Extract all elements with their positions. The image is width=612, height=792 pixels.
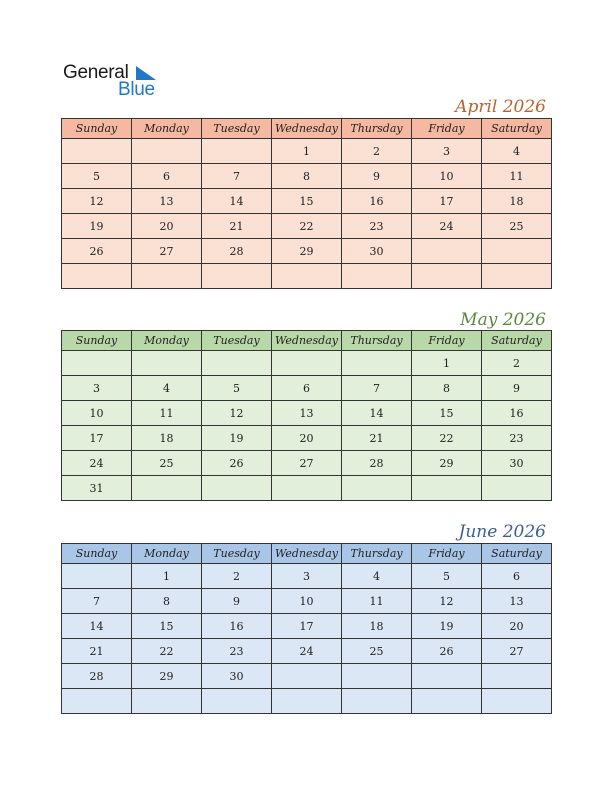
weekday-header: Monday (132, 331, 202, 351)
day-cell: 26 (202, 451, 272, 476)
day-cell: 1 (132, 564, 202, 589)
day-cell: 10 (272, 589, 342, 614)
day-cell (342, 664, 412, 689)
day-cell: 16 (342, 189, 412, 214)
weekday-header: Saturday (482, 331, 552, 351)
day-cell: 16 (202, 614, 272, 639)
week-row (62, 664, 552, 689)
day-cell: 2 (482, 351, 552, 376)
day-cell: 12 (412, 589, 482, 614)
day-cell: 18 (342, 614, 412, 639)
day-cell (482, 476, 552, 501)
day-cell: 29 (412, 451, 482, 476)
day-cell: 25 (482, 214, 552, 239)
day-cell: 4 (482, 139, 552, 164)
day-cell: 10 (412, 164, 482, 189)
day-cell: 31 (62, 476, 132, 501)
day-cell: 27 (482, 639, 552, 664)
day-cell (202, 351, 272, 376)
day-cell: 5 (412, 564, 482, 589)
day-cell (342, 476, 412, 501)
day-cell: 26 (412, 639, 482, 664)
weekday-header-row (62, 119, 552, 139)
day-cell: 7 (342, 376, 412, 401)
day-cell: 7 (202, 164, 272, 189)
day-cell (202, 139, 272, 164)
day-cell: 8 (132, 589, 202, 614)
weekday-header: Sunday (62, 331, 132, 351)
day-cell (412, 239, 482, 264)
day-cell: 14 (342, 401, 412, 426)
day-cell (62, 264, 132, 289)
day-cell: 9 (482, 376, 552, 401)
day-cell: 11 (342, 589, 412, 614)
day-cell (62, 351, 132, 376)
day-cell: 30 (482, 451, 552, 476)
weekday-header: Friday (412, 544, 482, 564)
day-cell: 3 (412, 139, 482, 164)
weekday-header: Sunday (62, 119, 132, 139)
day-cell: 8 (272, 164, 342, 189)
weekday-header: Sunday (62, 544, 132, 564)
weekday-header: Saturday (482, 544, 552, 564)
week-row (62, 214, 552, 239)
weekday-header-row (62, 331, 552, 351)
day-cell: 23 (342, 214, 412, 239)
week-row (62, 476, 552, 501)
day-cell: 22 (412, 426, 482, 451)
day-cell: 19 (412, 614, 482, 639)
day-cell (132, 476, 202, 501)
week-row (62, 451, 552, 476)
day-cell: 17 (62, 426, 132, 451)
day-cell: 15 (272, 189, 342, 214)
weekday-header: Wednesday (272, 119, 342, 139)
day-cell: 21 (62, 639, 132, 664)
day-cell: 5 (202, 376, 272, 401)
weekday-header: Monday (132, 119, 202, 139)
day-cell (342, 264, 412, 289)
calendar-june (61, 543, 552, 714)
weekday-header: Thursday (342, 119, 412, 139)
week-row (62, 564, 552, 589)
week-row (62, 376, 552, 401)
weekday-header: Tuesday (202, 331, 272, 351)
day-cell: 11 (132, 401, 202, 426)
day-cell: 20 (132, 214, 202, 239)
week-row (62, 351, 552, 376)
day-cell: 4 (342, 564, 412, 589)
day-cell: 9 (202, 589, 272, 614)
weekday-header-row (62, 544, 552, 564)
day-cell (202, 264, 272, 289)
day-cell (412, 664, 482, 689)
day-cell: 22 (132, 639, 202, 664)
week-row (62, 239, 552, 264)
day-cell: 24 (272, 639, 342, 664)
weekday-header: Thursday (342, 544, 412, 564)
day-cell: 12 (62, 189, 132, 214)
day-cell: 12 (202, 401, 272, 426)
day-cell (412, 476, 482, 501)
day-cell: 29 (132, 664, 202, 689)
day-cell: 19 (202, 426, 272, 451)
week-row (62, 189, 552, 214)
day-cell: 21 (342, 426, 412, 451)
day-cell (202, 689, 272, 714)
day-cell: 1 (412, 351, 482, 376)
day-cell: 7 (62, 589, 132, 614)
day-cell: 13 (272, 401, 342, 426)
day-cell (272, 476, 342, 501)
day-cell: 11 (482, 164, 552, 189)
day-cell (132, 689, 202, 714)
month-title-april: April 2026 (455, 97, 546, 117)
day-cell: 14 (202, 189, 272, 214)
day-cell: 20 (482, 614, 552, 639)
day-cell (62, 139, 132, 164)
day-cell: 4 (132, 376, 202, 401)
day-cell (482, 689, 552, 714)
week-row (62, 614, 552, 639)
day-cell (202, 476, 272, 501)
month-title-may: May 2026 (460, 310, 546, 330)
day-cell: 23 (202, 639, 272, 664)
weekday-header: Saturday (482, 119, 552, 139)
logo (63, 62, 163, 98)
day-cell: 14 (62, 614, 132, 639)
day-cell: 18 (482, 189, 552, 214)
day-cell (482, 264, 552, 289)
day-cell (272, 689, 342, 714)
day-cell: 6 (482, 564, 552, 589)
day-cell: 5 (62, 164, 132, 189)
day-cell: 16 (482, 401, 552, 426)
weekday-header: Tuesday (202, 544, 272, 564)
day-cell: 17 (412, 189, 482, 214)
day-cell: 2 (202, 564, 272, 589)
day-cell (272, 351, 342, 376)
day-cell: 1 (272, 139, 342, 164)
day-cell (482, 239, 552, 264)
calendar-april (61, 118, 552, 289)
day-cell (272, 264, 342, 289)
day-cell: 25 (342, 639, 412, 664)
day-cell: 3 (62, 376, 132, 401)
week-row (62, 139, 552, 164)
day-cell: 15 (412, 401, 482, 426)
month-title-june: June 2026 (458, 522, 546, 542)
day-cell: 28 (202, 239, 272, 264)
day-cell: 28 (62, 664, 132, 689)
day-cell: 30 (342, 239, 412, 264)
day-cell (132, 139, 202, 164)
day-cell: 3 (272, 564, 342, 589)
logo-word-general: General (63, 62, 129, 83)
week-row (62, 639, 552, 664)
day-cell: 21 (202, 214, 272, 239)
day-cell: 26 (62, 239, 132, 264)
day-cell: 29 (272, 239, 342, 264)
day-cell: 18 (132, 426, 202, 451)
day-cell: 19 (62, 214, 132, 239)
day-cell (342, 351, 412, 376)
logo-word-blue: Blue (118, 79, 155, 100)
day-cell: 13 (482, 589, 552, 614)
day-cell: 24 (62, 451, 132, 476)
day-cell: 6 (272, 376, 342, 401)
day-cell: 27 (272, 451, 342, 476)
weekday-header: Tuesday (202, 119, 272, 139)
day-cell: 15 (132, 614, 202, 639)
week-row (62, 589, 552, 614)
day-cell: 6 (132, 164, 202, 189)
week-row (62, 689, 552, 714)
calendar-may (61, 330, 552, 501)
day-cell: 30 (202, 664, 272, 689)
weekday-header: Monday (132, 544, 202, 564)
day-cell (132, 351, 202, 376)
day-cell: 20 (272, 426, 342, 451)
weekday-header: Friday (412, 119, 482, 139)
day-cell (272, 664, 342, 689)
day-cell: 24 (412, 214, 482, 239)
day-cell (342, 689, 412, 714)
day-cell: 23 (482, 426, 552, 451)
week-row (62, 164, 552, 189)
day-cell: 10 (62, 401, 132, 426)
day-cell: 9 (342, 164, 412, 189)
weekday-header: Friday (412, 331, 482, 351)
day-cell (412, 689, 482, 714)
day-cell (482, 664, 552, 689)
week-row (62, 264, 552, 289)
day-cell: 22 (272, 214, 342, 239)
day-cell: 28 (342, 451, 412, 476)
day-cell: 2 (342, 139, 412, 164)
day-cell: 27 (132, 239, 202, 264)
week-row (62, 426, 552, 451)
day-cell: 13 (132, 189, 202, 214)
day-cell (62, 564, 132, 589)
day-cell (62, 689, 132, 714)
weekday-header: Thursday (342, 331, 412, 351)
day-cell: 25 (132, 451, 202, 476)
week-row (62, 401, 552, 426)
weekday-header: Wednesday (272, 544, 342, 564)
day-cell: 17 (272, 614, 342, 639)
day-cell: 8 (412, 376, 482, 401)
day-cell (132, 264, 202, 289)
day-cell (412, 264, 482, 289)
weekday-header: Wednesday (272, 331, 342, 351)
